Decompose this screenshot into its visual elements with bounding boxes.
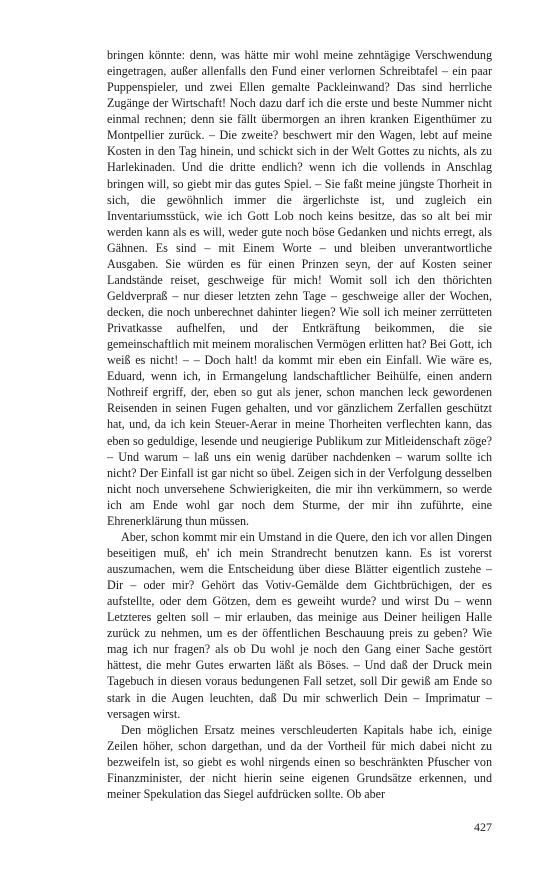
page-number: 427: [474, 820, 492, 834]
page-body: [107, 47, 492, 802]
page-footer: [107, 820, 492, 835]
paragraph-3: Den möglichen Ersatz meines verschleuderten Kapitals habe ich, einige Zeilen höher, schon dargethan, und da der Vortheil für mich dabei nicht zu bezweifeln ist, so giebt es wohl nirgends einen so beschränkten Pfuscher von Finanzminister, der nicht hierin seine eigenen Grundsätze erkennen, und meiner Spekulation das Siegel aufdrücken sollte. Ob aber: [107, 722, 492, 801]
paragraph-1: bringen könnte: denn, was hätte mir wohl meine zehntägige Verschwendung eingetragen, außer allenfalls den Fund einer verlornen Schreibtafel – ein paar Puppenspieler, und zwei Ellen gemalte Packleinwand? Das sind herrliche Zugänge der Wirtschaft! Noch dazu darf ich die erste und beste Nummer nicht einmal rechnen; denn sie fällt übermorgen an ihren kranken Eigenthümer zu Montpellier zurück. – Die zweite? beschwert mir den Wagen, lebt auf meine Kosten in den Tag hinein, und schickt sich in der Welt Gottes zu nichts, als zu Harlekinaden. Und die dritte endlich? wenn ich die vollends in Anschlag bringen will, so giebt mir das gutes Spiel. – Sie faßt meine jüngste Thorheit in sich, die gewöhnlich immer die ärgerlichste ist, und zugleich ein Inventariumsstück, wie ich Gott Lob noch keins besitze, das so alt bei mir werden kann als es will, weder gute noch böse Gedanken und nichts erregt, als Gähnen. Es sind – mit Einem Worte – und bleiben unverantwortliche Ausgaben. Sie würden es für einen Prinzen seyn, der auf Kosten seiner Landstände reiset, geschweige für mich! Womit soll ich den thörichten Geldverpraß – nur dieser letzten zehn Tage – geschweige aller der Wochen, decken, die noch unberechnet dahinter liegen? Wie soll ich meiner zerrütteten Privatkasse aufhelfen, und der Entkräftung beikommen, die sie gemeinschaftlich mit meinem moralischen Vermögen erlitten hat? Bei Gott, ich weiß es nicht! – – Doch halt! da kommt mir eben ein Einfall. Wie wäre es, Eduard, wenn ich, in Ermangelung landschaftlicher Beihülfe, einen andern Nothreif ergriff, der, eben so gut als jener, schon manchen leck gewordenen Reisenden in seinen Fugen gehalten, und vor gänzlichem Zerfallen geschützt hat, und, da ich kein Steuer-Aerar in meine Thorheiten verflechten kann, das eben so geduldige, lesende und neugierige Publikum zur Mitleidenschaft zöge? – Und warum – laß uns ein wenig darüber nachdenken – warum sollte ich nicht? Der Einfall ist gar nicht so übel. Zeigen sich in der Verfolgung desselben nicht noch unversehene Schwierigkeiten, die mir ihn verkümmern, so werde ich am Ende wohl gar noch dem Sturme, der mir ihn zuführte, eine Ehrenerklärung thun müssen.: [107, 48, 492, 528]
paragraph-2: Aber, schon kommt mir ein Umstand in die Quere, den ich vor allen Dingen beseitigen muß, eh' ich mein Strandrecht benutzen kann. Es ist vorerst auszumachen, wem die Entscheidung über diese Blätter eigentlich zustehe – Dir – oder mir? Gehört das Votiv-Gemälde dem Gichtbrüchigen, der es aufstellte, oder dem Götzen, dem es geweiht wurde? und wirst Du – wenn Letzteres gelten soll – mir erlauben, das meinige aus Deiner heiligen Halle zurück zu nehmen, um es der öffentlichen Beschauung preis zu geben? Wie mag ich nur fragen? als ob Du wohl je noch den Gang einer Sache gestört hättest, die mehr Gutes erwarten läßt als Böses. – Und daß der Druck mein Tagebuch in diesen voraus bedungenen Fall setzet, soll Dir gewiß am Ende so stark in die Augen leuchten, daß Du mir schwerlich Dein – Imprimatur – versagen wirst.: [107, 529, 492, 721]
